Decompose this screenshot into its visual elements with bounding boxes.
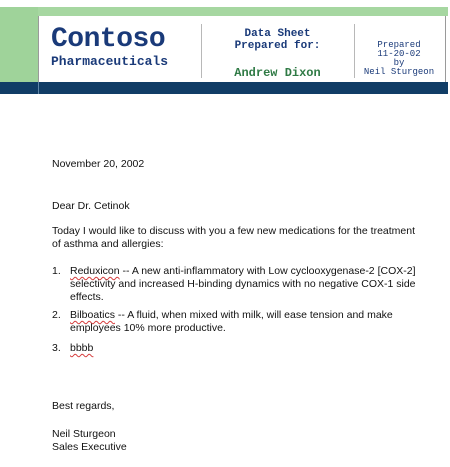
list-item-line2: selectivity and increased H-binding dynamics with no negative COX-1 side [70, 278, 416, 290]
signature-name: Neil Sturgeon [52, 428, 116, 440]
list-item-text [70, 342, 446, 355]
signature-title: Sales Executive [52, 441, 127, 453]
list-item-text [70, 309, 446, 335]
header-accent-top [38, 7, 448, 16]
header-accent-bottom [0, 82, 448, 94]
header-accent-left [0, 7, 38, 87]
letter-date: November 20, 2002 [52, 158, 145, 170]
brand-name: Contoso [51, 24, 166, 55]
medication-term: bbbb [70, 342, 94, 354]
list-number: 2. [52, 309, 61, 321]
prepared-by-label: by [393, 58, 405, 68]
data-sheet-label [201, 28, 354, 52]
prepared-date: 11-20-02 [377, 49, 421, 59]
list-item-text [70, 265, 446, 304]
prepared-info [354, 41, 444, 77]
prepared-for-name: Andrew Dixon [234, 66, 321, 80]
brand-cell [39, 24, 202, 78]
document-header [38, 16, 446, 82]
prepared-by-name: Neil Sturgeon [363, 67, 435, 77]
intro-line-2: of asthma and allergies: [52, 238, 164, 250]
intro-line-1: Today I would like to discuss with you a few new medications for the treatment [52, 225, 416, 237]
prepared-date-cell [354, 24, 444, 78]
list-item-line2: employees 10% more productive. [70, 322, 226, 334]
salutation: Dear Dr. Cetinok [52, 200, 130, 212]
data-sheet-line1: Data Sheet [244, 28, 311, 40]
closing: Best regards, [52, 400, 115, 412]
prepared-label: Prepared [377, 40, 421, 50]
list-number: 1. [52, 265, 61, 277]
brand-subtitle: Pharmaceuticals [51, 54, 169, 69]
header-accent-divider [38, 82, 39, 94]
medication-term: Bilboatics [70, 309, 115, 321]
list-item-line1: -- A fluid, when mixed with milk, will ease tension and make [114, 309, 393, 321]
medication-term: Reduxicon [70, 265, 120, 277]
list-number: 3. [52, 342, 61, 354]
data-sheet-line2: Prepared for: [234, 40, 321, 52]
intro-paragraph [52, 225, 446, 251]
list-item-line1: -- A new anti-inflammatory with Low cyclooxygenase-2 [COX-2] [119, 265, 416, 277]
list-item-line3: effects. [70, 291, 104, 303]
prepared-for-cell [201, 24, 355, 78]
